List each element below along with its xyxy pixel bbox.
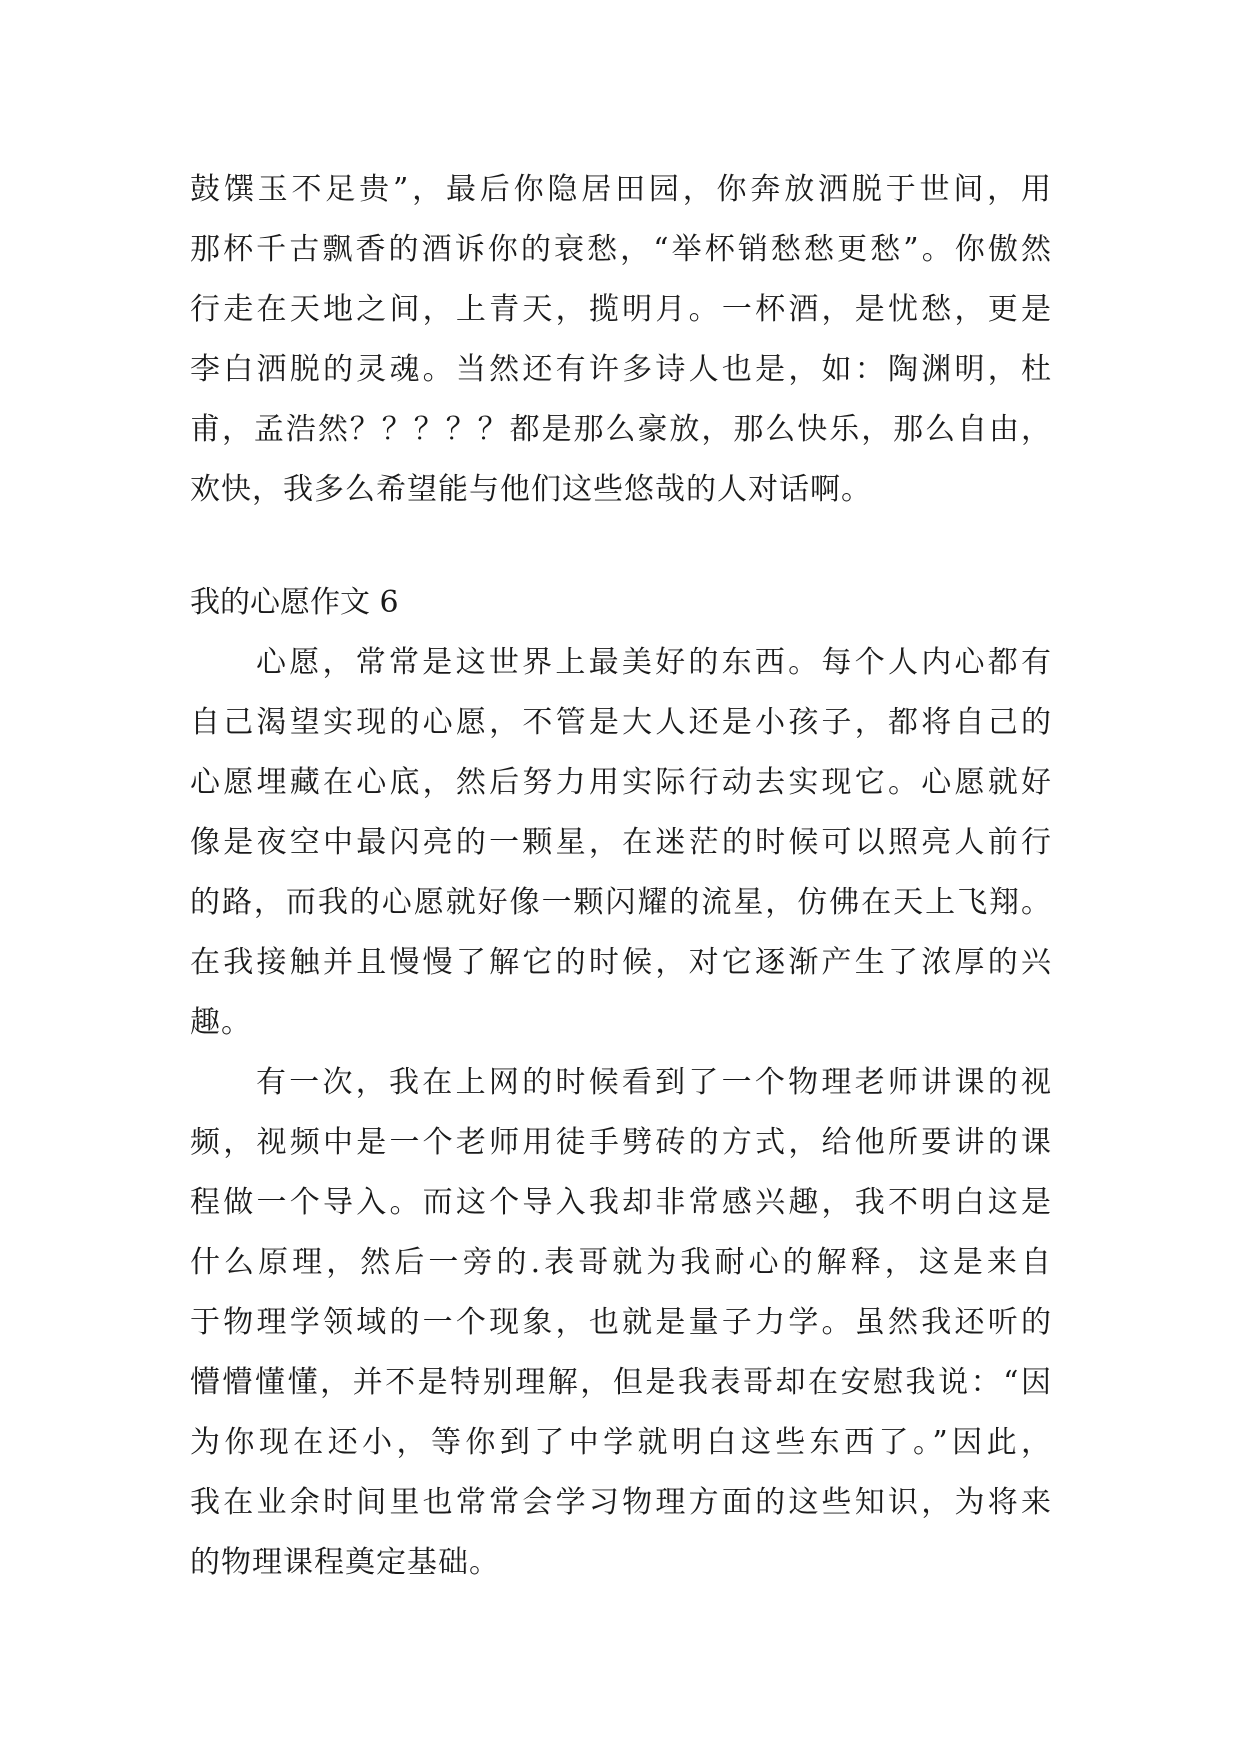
text-line: 的路，而我的心愿就好像一颗闪耀的流星，仿佛在天上飞翔。 — [190, 885, 1052, 920]
text-line: 我在业余时间里也常常会学习物理方面的这些知识，为将来 — [190, 1485, 1052, 1520]
continued-paragraph — [190, 160, 1052, 520]
text-line: 的物理课程奠定基础。 — [190, 1545, 500, 1580]
document-page — [190, 160, 1052, 1593]
text-line: 甫，孟浩然？？？？？都是那么豪放，那么快乐，那么自由， — [190, 412, 1052, 447]
text-line: 像是夜空中最闪亮的一颗星，在迷茫的时候可以照亮人前行 — [190, 825, 1052, 860]
section-title: 我的心愿作文 6 — [190, 585, 399, 620]
text-line: 心愿埋藏在心底，然后努力用实际行动去实现它。心愿就好 — [190, 765, 1052, 800]
text-line: 欢快，我多么希望能与他们这些悠哉的人对话啊。 — [190, 472, 872, 507]
paragraph-1 — [190, 633, 1052, 1053]
text-line: 程做一个导入。而这个导入我却非常感兴趣，我不明白这是 — [190, 1185, 1052, 1220]
text-line: 什么原理，然后一旁的.表哥就为我耐心的解释，这是来自 — [190, 1245, 1052, 1280]
text-line: 为你现在还小，等你到了中学就明白这些东西了。”因此， — [190, 1425, 1052, 1460]
text-line: 鼓馔玉不足贵”，最后你隐居田园，你奔放洒脱于世间，用 — [190, 172, 1052, 207]
text-line: 那杯千古飘香的酒诉你的衰愁，“举杯销愁愁更愁”。你傲然 — [190, 232, 1052, 267]
paragraph-2 — [190, 1053, 1052, 1593]
text-line: 于物理学领域的一个现象，也就是量子力学。虽然我还听的 — [190, 1305, 1052, 1340]
text-line: 频，视频中是一个老师用徒手劈砖的方式，给他所要讲的课 — [190, 1125, 1052, 1160]
text-line: 懵懵懂懂，并不是特别理解，但是我表哥却在安慰我说：“因 — [190, 1365, 1052, 1400]
spacer — [190, 520, 1052, 573]
text-line: 行走在天地之间，上青天，揽明月。一杯酒，是忧愁，更是 — [190, 292, 1052, 327]
text-line: 趣。 — [190, 1005, 252, 1040]
text-line: 在我接触并且慢慢了解它的时候，对它逐渐产生了浓厚的兴 — [190, 945, 1052, 980]
text-line: 自己渴望实现的心愿，不管是大人还是小孩子，都将自己的 — [190, 705, 1052, 740]
text-line: 心愿，常常是这世界上最美好的东西。每个人内心都有 — [256, 645, 1052, 680]
text-line: 有一次，我在上网的时候看到了一个物理老师讲课的视 — [256, 1065, 1052, 1100]
text-line: 李白洒脱的灵魂。当然还有许多诗人也是，如：陶渊明，杜 — [190, 352, 1052, 387]
